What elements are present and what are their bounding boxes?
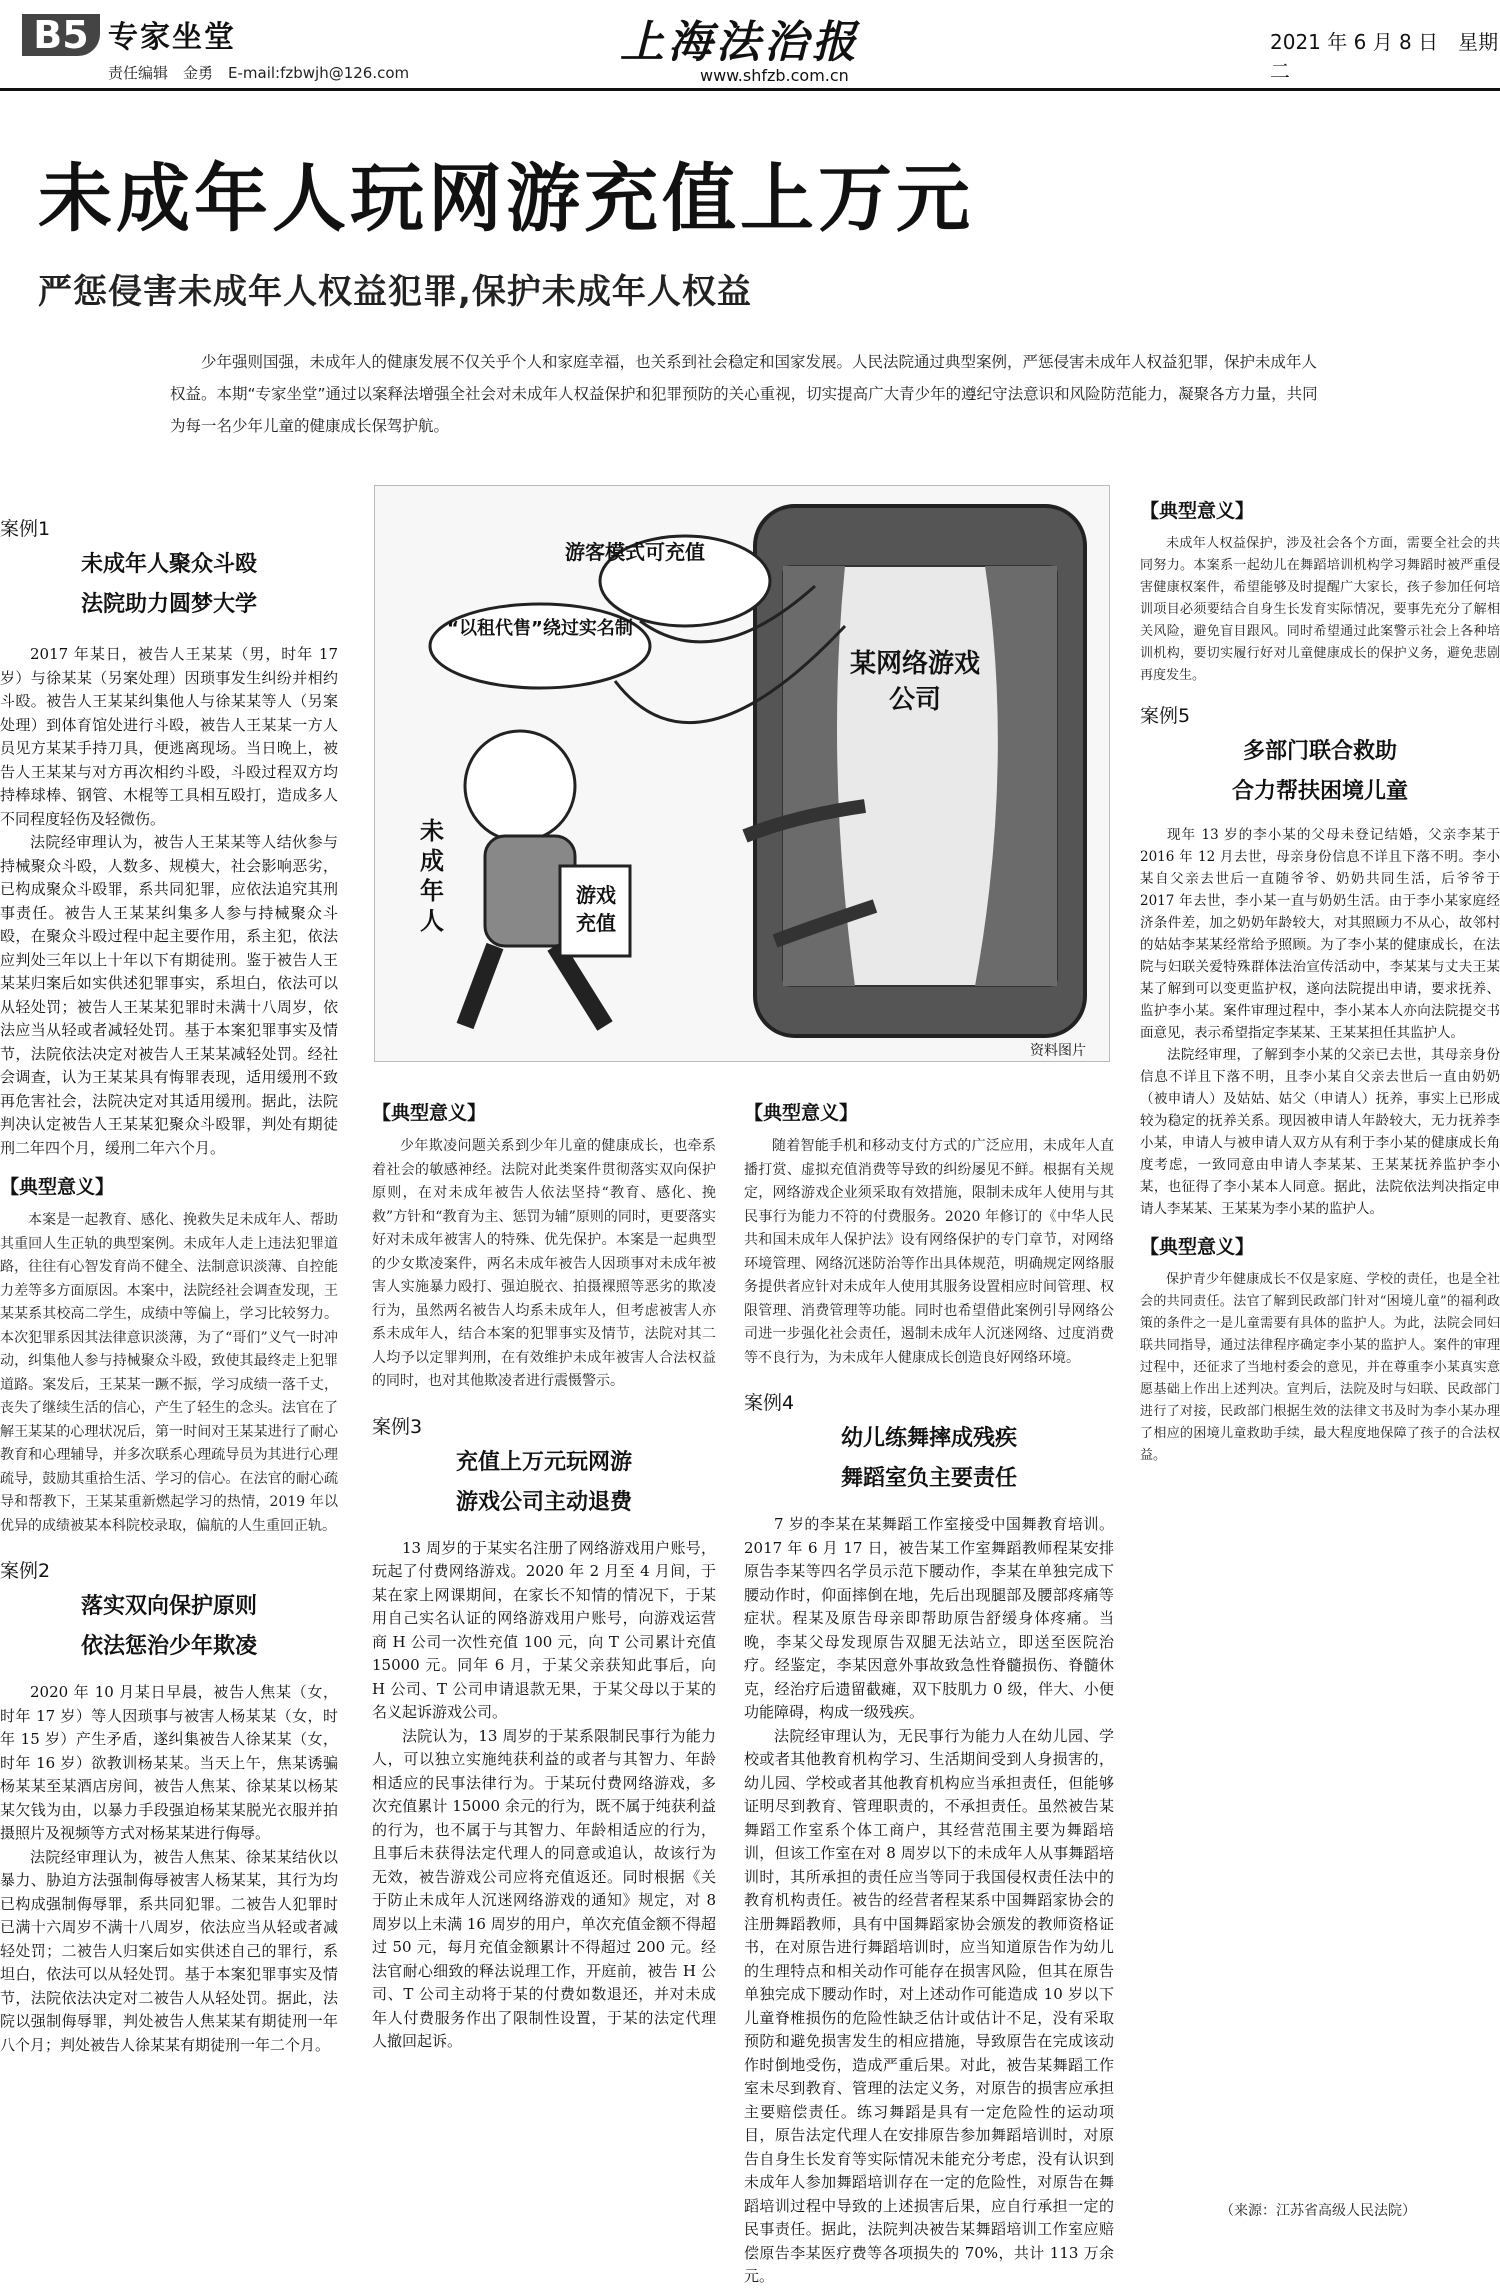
bubble-rent-sale-text: “以租代售”绕过实名制 [447,618,633,639]
column-1 [0,508,338,2057]
case3-label: 案例3 [372,1415,423,1438]
headline: 未成年人玩网游充值上万元 [38,156,974,242]
case1-significance-heading: 【典型意义】 [0,1176,115,1198]
source-credit: （来源：江苏省高级人民法院） [1220,2203,1416,2219]
case4-significance-heading: 【典型意义】 [1140,500,1255,522]
company-text: 某网络游戏公司 [849,649,980,715]
minor-text: 未成年人 [420,817,444,935]
case2-title-line2: 依法惩治少年欺凌 [80,1634,257,1659]
issue-date: 2021 年 6 月 8 日 星期二 [1270,30,1499,83]
case4-title-line1: 幼儿练舞摔成残疾 [840,1426,1017,1451]
case5-paragraph: 法院经审理，了解到李小某的父亲已去世，其母亲身份信息不详且下落不明，且李小某自父亲去世后一直由奶奶（被申请人）及姑姑、姑父（申请人）抚养，事实上已形成较为稳定的抚养关系。现因被申请人年龄较大，无力抚养李小某，申请人与被申请人双方从有利于李小某的健康成长角度考虑，一致同意由申请人李某某、王某某抚养监护李小某，也征得了李小某本人同意。据此，法院依法判决指定申请人李某某、王某某为李小某的监护人。 [1140,1047,1500,1217]
image-credit: 资料图片 [1030,1043,1086,1059]
subheadline: 严惩侵害未成年人权益犯罪,保护未成年人权益 [38,272,752,312]
newspaper-masthead: 上海法治报 [620,17,860,68]
case5-significance: 保护青少年健康成长不仅是家庭、学校的责任，也是全社会的共同责任。法官了解到民政部门针对“困境儿童”的福利政策的条件之一是儿童需要有具体的监护人。为此，法院会同妇联共同指导，通过法律程序确定李小某的监护人。案件的审理过程中，还征求了当地村委会的意见，并在尊重李小某真实意愿基础上作出上述判决。宣判后，法院及时与妇联、民政部门进行了对接，民政部门根据生效的法律文书及时为李小某办理了相应的困境儿童救助手续，最大程度地保障了孩子的合法权益。 [1140,1272,1500,1463]
case1-label: 案例1 [0,518,51,540]
case1-title-line2: 法院助力圆梦大学 [80,592,257,617]
cartoon-illustration [374,485,1110,1062]
cartoon-svg [375,486,1109,1061]
case2-significance-heading: 【典型意义】 [372,1102,487,1124]
bubble-guest-mode-text: 游客模式可充值 [565,540,705,564]
case2-label: 案例2 [0,1560,51,1582]
column-4 [1140,484,1500,1467]
case1-title-line1: 未成年人聚众斗殴 [80,552,257,577]
case3-title-line1: 充值上万元玩网游 [455,1449,632,1475]
case4-title-line2: 舞蹈室负主要责任 [840,1466,1017,1491]
section-name: 专家坐堂 [108,20,236,55]
case4-paragraph: 7 岁的李某在某舞蹈工作室接受中国舞教育培训。2017 年 6 月 17 日，被告某工作室舞蹈教师程某安排原告李某等四名学员示范下腰动作，李某在单独完成下腰动作时，仰面摔倒在地，先后出现腿部及腰部疼痛等症状。程某及原告母亲即帮助原告舒缓身体疼痛。当晚，李某父母发现原告双腿无法站立，即送至医院治疗。经鉴定，李某因意外事故致急性脊髓损伤、脊髓休克，经治疗后遗留截瘫，双下肢肌力 0 级，伴大、小便功能障碍，构成一级残疾。 [744,1515,1114,1721]
website-url: www.shfzb.com.cn [700,66,849,85]
case2-paragraph: 2020 年 10 月某日早晨，被告人焦某（女，时年 17 岁）等人因琐事与被害人杨某某（女，时年 15 岁）产生矛盾，遂纠集被告人徐某某（女，时年 16 岁）欲教训杨某某。当天上午，焦某诱骗杨某某至某酒店房间，被告人焦某、徐某某以杨某某欠钱为由，以暴力手段强迫杨某某脱光衣服并拍摄照片及视频等方式对杨某某进行侮辱。 [0,1683,338,1842]
case5-label: 案例5 [1140,705,1191,727]
lead-paragraph: 少年强则国强，未成年人的健康发展不仅关乎个人和家庭幸福，也关系到社会稳定和国家发展。人民法院通过典型案例，严惩侵害未成年人权益犯罪，保护未成年人权益。本期“专家坐堂”通过以案释法增强全社会对未成年人权益保护和犯罪预防的关心重视，切实提高广大青少年的遵纪守法意识和风险防范能力，凝聚各方力量，共同为每一名少年儿童的健康成长保驾护航。 [170,353,1318,435]
column-2 [372,1086,716,2054]
case4-label: 案例4 [744,1392,795,1414]
column-3 [744,1086,1114,2289]
case3-paragraph: 13 周岁的于某实名注册了网络游戏用户账号，玩起了付费网络游戏。2020 年 2 月至 4 月间，于某在家上网课期间，在家长不知情的情况下，于某用自己实名认证的网络游戏用户账号，向游戏运营商 H 公司一次性充值 100 元，向 T 公司累计充值 15000 元。同年 6 月，于某父亲获知此事后，向 H 公司、T 公司申请退款无果，于某父母以于某的名义起诉游戏公司。 [372,1538,716,1721]
case2-title-line1: 落实双向保护原则 [80,1594,257,1619]
case1-paragraph: 2017 年某日，被告人王某某（男，时年 17 岁）与徐某某（另案处理）因琐事发生纠纷并相约斗殴。被告人王某某纠集他人与徐某某等人（另案处理）到体育馆处进行斗殴，被告人王某某一方人员见方某某手持刀具，便逃离现场。当日晚上，被告人王某某与对方再次相约斗殴，斗殴过程双方均持棒球棒、钢管、木棍等工具相互殴打，造成多人不同程度轻伤及轻微伤。 [0,645,338,828]
case4-paragraph: 法院经审理认为，无民事行为能力人在幼儿园、学校或者其他教育机构学习、生活期间受到人身损害的，幼儿园、学校或者其他教育机构应当承担责任，但能够证明尽到教育、管理职责的，不承担责任。虽然被告某舞蹈工作室系个体工商户，其经营范围主要为舞蹈培训，但该工作室在对 8 周岁以下的未成年人从事舞蹈培训时，其所承担的责任应当等同于我国侵权责任法中的教育机构责任。被告的经营者程某系中国舞蹈家协会的注册舞蹈教师，具有中国舞蹈家协会颁发的教师资格证书，在对原告进行舞蹈培训时，应当知道原告作为幼儿的生理特点和相关动作可能存在损害风险，但其在原告单独完成下腰动作时，对上述动作可能造成 10 岁以下儿童脊椎损伤的危险性缺乏估计或估计不足，没有采取预防和避免损害发生的相应措施，导致原告在完成该动作时倒地受伤，造成严重后果。对此，被告某舞蹈工作室未尽到教育、管理的法定义务，对原告的损害应承担主要赔偿责任。练习舞蹈是具有一定危险性的运动项目，原告法定代理人在安排原告参加舞蹈培训时，对原告自身生长发育等实际情况未能充分考虑，没有认识到未成年人参加舞蹈培训存在一定的危险性，对原告在舞蹈培训过程中导致的上述损害后果，应自行承担一定的民事责任。据此，法院判决被告某舞蹈培训工作室应赔偿原告李某医疗费等各项损失的 70%，共计 113 万余元。 [744,1726,1114,2285]
case2-paragraph: 法院经审理认为，被告人焦某、徐某某结伙以暴力、胁迫方法强制侮辱被害人杨某某，其行为均已构成强制侮辱罪，系共同犯罪。二被告人犯罪时已满十六周岁不满十八周岁，依法应当从轻或者减轻处罚；二被告人归案后如实供述自己的罪行，系坦白，依法可以从轻处罚。基于本案犯罪事实及情节，法院依法决定对二被告人从轻处罚。据此，法院以强制侮辱罪，判处被告人焦某某有期徒刑一年八个月；判处被告人徐某某有期徒刑一年二个月。 [0,1847,338,2054]
case5-significance-heading: 【典型意义】 [1140,1236,1255,1258]
case3-significance: 随着智能手机和移动支付方式的广泛应用，未成年人直播打赏、虚拟充值消费等导致的纠纷屡见不鲜。根据有关规定，网络游戏企业须采取有效措施，限制未成年人使用与其民事行为能力不符的付费服务。2020 年修订的《中华人民共和国未成年人保护法》设有网络保护的专门章节，对网络环境管理、网络沉迷防治等作出具体规范，明确规定网络服务提供者应针对未成年人使用其服务设置相应时间管理、权限管理、消费管理等功能。同时也希望借此案例引导网络公司进一步强化社会责任，遏制未成年人沉迷网络、过度消费等不良行为，为未成年人健康成长创造良好网络环境。 [744,1138,1114,1366]
case5-title-line1: 多部门联合救助 [1242,739,1397,764]
case5-paragraph: 现年 13 岁的李小某的父母未登记结婚，父亲李某于 2016 年 12 月去世，母亲身份信息不详且下落不明。李小某自父亲去世后一直随爷爷、奶奶共同生活，后爷爷于 2017 年去世，李小某一直与奶奶生活。由于李小某家庭经济条件差，加之奶奶年龄较大，对其照顾力不从心，故邻村的姑姑李某某经常给予照顾。为了李小某的健康成长，在法院与妇联关爱特殊群体法治宣传活动中，李某某与丈夫王某某了解到可以变更监护权，遂向法院提出申请，要求抚养、监护李小某。案件审理过程中，李小某本人亦向法院提交书面意见，表示希望指定李某某、王某某担任其监护人。 [1140,827,1500,1041]
card-text: 游戏充值 [576,883,616,935]
case3-title-line2: 游戏公司主动退费 [455,1489,632,1515]
case1-paragraph: 法院经审理认为，被告人王某某等人结伙参与持械聚众斗殴，人数多、规模大，社会影响恶劣，已构成聚众斗殴罪，系共同犯罪，应依法追究其刑事责任。被告人王某某纠集多人参与持械聚众斗殴，在聚众斗殴过程中起主要作用，系主犯，依法应判处三年以上十年以下有期徒刑。鉴于被告人王某某归案后如实供述犯罪事实，系坦白，依法可以从轻处罚；被告人王某某犯罪时未满十八周岁，依法应当从轻或者减轻处罚。基于本案犯罪事实及情节，法院依法决定对被告人王某某减轻处罚。经社会调查，认为王某某具有悔罪表现，适用缓刑不致再危害社会，法院决定对其适用缓刑。据此，法院判决认定被告人王某某犯聚众斗殴罪，判处有期徒刑二年四个月，缓刑二年六个月。 [0,833,338,1157]
case4-significance: 未成年人权益保护，涉及社会各个方面，需要全社会的共同努力。本案系一起幼儿在舞蹈培训机构学习舞蹈时被严重侵害健康权案件，希望能够及时提醒广大家长，孩子参加任何培训项目必须要结合自身生长发育实际情况，要事先充分了解相关风险，避免盲目跟风。同时希望通过此案警示社会上各种培训机构，要切实履行好对儿童健康成长的保护义务，避免悲剧再度发生。 [1140,536,1500,683]
page-number-badge: B5 [22,14,100,56]
case5-title-line2: 合力帮扶困境儿童 [1231,779,1408,804]
editor-line: 责任编辑 金勇 E-mail:fzbwjh@126.com [108,64,410,82]
header-divider [0,88,1500,91]
page-header [0,0,1500,94]
case2-significance: 少年欺凌问题关系到少年儿童的健康成长，也牵系着社会的敏感神经。法院对此类案件贯彻落实双向保护原则，在对未成年被告人依法坚持“教育、感化、挽救”方针和“教育为主、惩罚为辅”原则的同时，更要落实好对未成年被害人的特殊、优先保护。本案是一起典型的少女欺凌案件，两名未成年被告人因琐事对未成年被害人实施暴力殴打、强迫脱衣、拍摄裸照等恶劣的欺凌行为，虽然两名被告人均系未成年人，但考虑被害人亦系未成年人，结合本案的犯罪事实及情节，法院对其二人均予以定罪判刑，在有效维护未成年被害人合法权益的同时，也对其他欺凌者进行震慑警示。 [372,1138,716,1389]
case3-significance-heading: 【典型意义】 [744,1102,859,1124]
boy-head [465,731,575,841]
case3-paragraph: 法院认为，13 周岁的于某系限制民事行为能力人，可以独立实施纯获利益的或者与其智力、年龄相适应的民事法律行为。于某玩付费网络游戏，多次充值累计 15000 余元的行为，既不属于纯获利益的行为，也不属于与其智力、年龄相适应的行为，且事后未获得法定代理人的同意或追认，故该行为无效，被告游戏公司应将充值返还。同时根据《关于防止未成年人沉迷网络游戏的通知》规定，对 8 周岁以上未满 16 周岁的用户，单次充值金额不得超过 50 元，每月充值金额累计不得超过 200 元。经法官耐心细致的释法说理工作，开庭前，被告 H 公司、T 公司主动将于某的付费如数退还，并对未成年人付费服务作出了限制性设置，于某的法定代理人撤回起诉。 [372,1726,716,2050]
case1-significance: 本案是一起教育、感化、挽救失足未成年人、帮助其重回人生正轨的典型案例。未成年人走上违法犯罪道路，往往有心智发育尚不健全、法制意识淡薄、自控能力差等多方面原因。本案中，法院经社会调查发现，王某某系其校高二学生，成绩中等偏上，学习比较努力。本次犯罪系因其法律意识淡薄，为了“哥们”义气一时冲动，纠集他人参与持械聚众斗殴，致使其最终走上犯罪道路。案发后，王某某一蹶不振，学习成绩一落千丈，丧失了继续生活的信心，产生了轻生的念头。法官在了解王某某的心理状况后，第一时间对王某某进行了耐心教育和心理辅导，并多次联系心理疏导员为其进行心理疏导，鼓励其重拾生活、学习的信心。在法官的耐心疏导和帮教下，王某某重新燃起学习的热情，2019 年以优异的成绩被某本科院校录取，偏航的人生重回正轨。 [0,1212,338,1534]
